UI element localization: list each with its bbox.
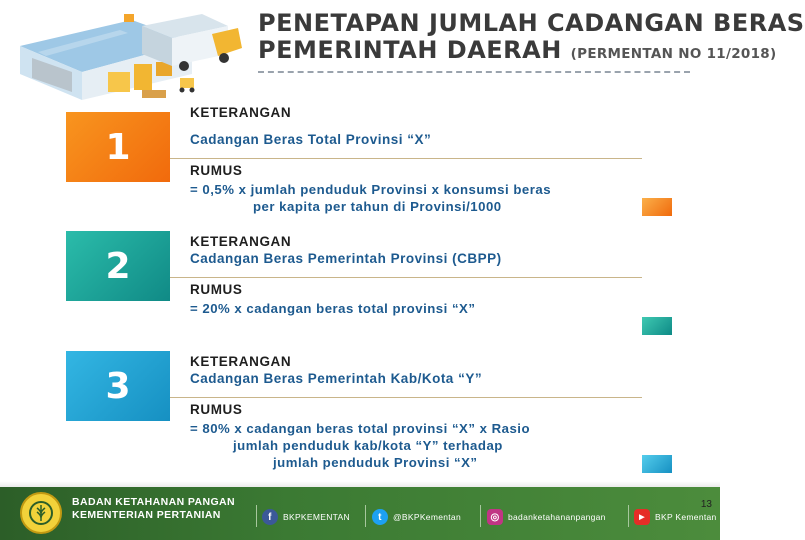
page-number: 13 bbox=[700, 499, 712, 510]
keterangan-label-2: KETERANGAN bbox=[190, 234, 292, 249]
twitter-icon: t bbox=[372, 509, 388, 525]
youtube-handle: BKP Kementan bbox=[655, 512, 717, 522]
corner-tab-3 bbox=[642, 455, 672, 473]
rumus-label-3: RUMUS bbox=[190, 402, 243, 417]
twitter-handle: @BKPKementan bbox=[393, 512, 461, 522]
title-line-2 bbox=[258, 36, 777, 68]
block-number-3: 3 bbox=[66, 351, 170, 421]
rumus-formula-2 bbox=[190, 300, 630, 317]
title-divider bbox=[258, 71, 690, 73]
facebook-icon: f bbox=[262, 509, 278, 525]
keterangan-panel-2 bbox=[170, 231, 642, 277]
rumus-label-2: RUMUS bbox=[190, 282, 243, 297]
corner-tab-1 bbox=[642, 198, 672, 216]
keterangan-panel-1 bbox=[170, 105, 642, 158]
social-twitter[interactable] bbox=[372, 509, 461, 525]
rumus-1-line-1: = 0,5% x jumlah penduduk Provinsi x konsumsi beras bbox=[190, 182, 552, 197]
rumus-3-line-2: jumlah penduduk kab/kota “Y” terhadap bbox=[233, 438, 503, 453]
instagram-icon: ◎ bbox=[487, 509, 503, 525]
organization-name bbox=[72, 496, 235, 522]
org-line-1: BADAN KETAHANAN PANGAN bbox=[72, 496, 235, 508]
footer-divider bbox=[256, 505, 257, 527]
rumus-3-line-1: = 80% x cadangan beras total provinsi “X” x Rasio bbox=[190, 421, 531, 436]
rumus-panel-3 bbox=[170, 397, 642, 474]
social-instagram[interactable] bbox=[487, 509, 606, 525]
social-facebook[interactable] bbox=[262, 509, 350, 525]
footer-bar bbox=[0, 487, 720, 540]
keterangan-label-3: KETERANGAN bbox=[190, 354, 292, 369]
block-number-2: 2 bbox=[66, 231, 170, 301]
rumus-1-line-2: per kapita per tahun di Provinsi/1000 bbox=[253, 199, 502, 214]
formula-block-3 bbox=[66, 351, 672, 475]
formula-block-2 bbox=[66, 231, 672, 337]
org-line-2: KEMENTERIAN PERTANIAN bbox=[72, 509, 221, 521]
rumus-2-line-1: = 20% x cadangan beras total provinsi “X” bbox=[190, 301, 476, 316]
ministry-logo bbox=[20, 492, 62, 534]
corner-tab-2 bbox=[642, 317, 672, 335]
social-youtube[interactable] bbox=[634, 509, 717, 525]
warehouse-illustration bbox=[12, 8, 248, 108]
keterangan-panel-3 bbox=[170, 351, 642, 397]
keterangan-text-2: Cadangan Beras Pemerintah Provinsi (CBPP) bbox=[190, 251, 502, 266]
footer-divider bbox=[628, 505, 629, 527]
rumus-panel-2 bbox=[170, 277, 642, 336]
instagram-handle: badanketahananpangan bbox=[508, 512, 606, 522]
youtube-icon: ▶ bbox=[634, 509, 650, 525]
keterangan-label-1: KETERANGAN bbox=[190, 105, 292, 120]
keterangan-text-1: Cadangan Beras Total Provinsi “X” bbox=[190, 132, 432, 147]
rumus-formula-1 bbox=[190, 181, 630, 215]
rumus-panel-1 bbox=[170, 158, 642, 217]
footer-divider bbox=[480, 505, 481, 527]
rumus-formula-3 bbox=[190, 420, 630, 471]
formula-block-1 bbox=[66, 105, 672, 218]
block-number-1: 1 bbox=[66, 112, 170, 182]
wheat-emblem-icon bbox=[28, 500, 54, 526]
footer-divider bbox=[365, 505, 366, 527]
page-title bbox=[258, 9, 805, 68]
title-subtitle: (PERMENTAN NO 11/2018) bbox=[570, 46, 777, 62]
title-line-1: PENETAPAN JUMLAH CADANGAN BERAS bbox=[258, 9, 805, 37]
keterangan-text-3: Cadangan Beras Pemerintah Kab/Kota “Y” bbox=[190, 371, 483, 386]
title-line-2-text: PEMERINTAH DAERAH bbox=[258, 36, 562, 64]
facebook-handle: BKPKEMENTAN bbox=[283, 512, 350, 522]
rumus-label-1: RUMUS bbox=[190, 163, 243, 178]
rumus-3-line-3: jumlah penduduk Provinsi “X” bbox=[273, 455, 478, 470]
